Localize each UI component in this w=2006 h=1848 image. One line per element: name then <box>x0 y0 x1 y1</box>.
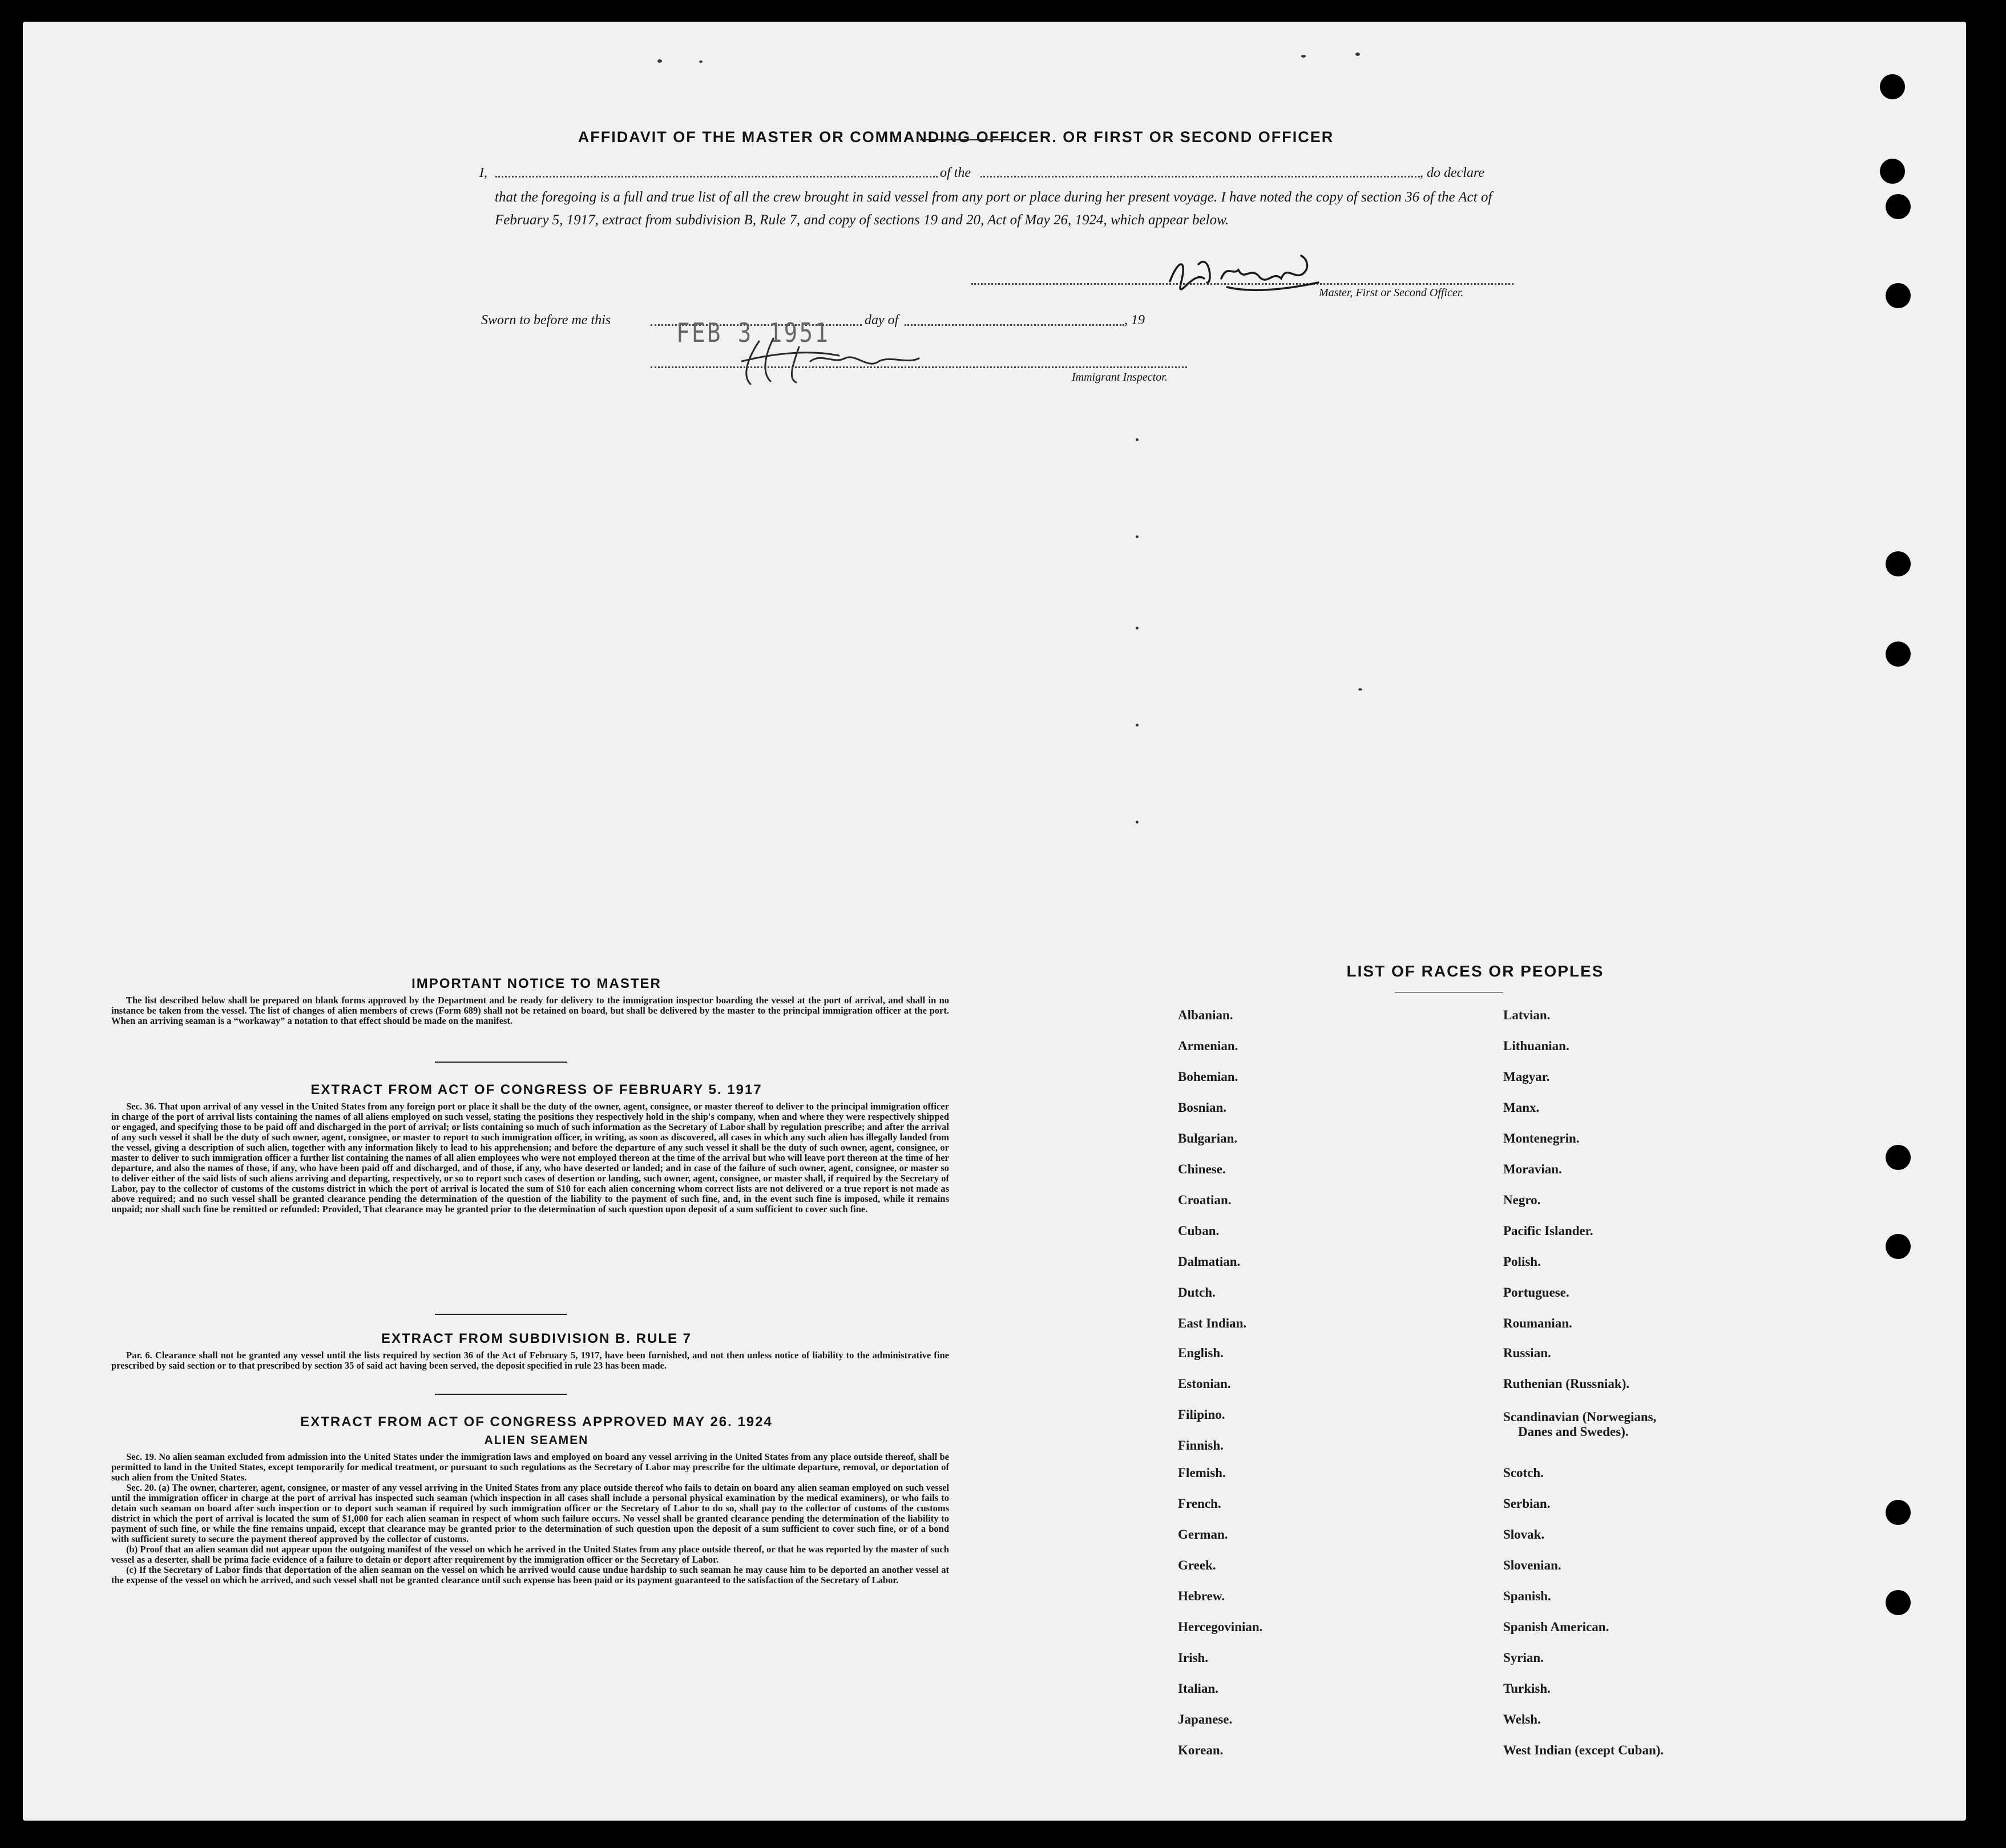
master-name-blank[interactable] <box>495 176 938 177</box>
race-item: Croatian. <box>1178 1193 1232 1207</box>
race-item: English. <box>1178 1346 1224 1360</box>
race-item: Spanish. <box>1503 1589 1551 1603</box>
section-rule <box>435 1062 567 1063</box>
race-item: Latvian. <box>1503 1008 1551 1022</box>
sec20a-paragraph: Sec. 20. (a) The owner, charterer, agent, consignee, or master of any vessel arriving in the United States from any place outside thereof who fails to detain on board any alien seaman employed on such vessel until the immigration officer in charge at the port of arrival has inspected such seaman (which inspection in all cases shall include a personal physical examination by the medical examiners), or who fails to detain such seaman on board after such inspection or to deport such seaman if required by such immigration officer or the Secretary of Labor to do so, shall pay to the collector of customs of the customs district in which the port of arrival is located the sum of $1,000 for each alien seaman in respect of whom such failure occurs. No vessel shall be granted clearance pending the determination of the liability to payment of such fine, or while the fine remains unpaid, except that clearance may be granted prior to the determination of such question upon the deposit of a sum sufficient to cover such fine, or of a bond with sufficient surety to secure the payment thereof approved by the collector of customs. <box>111 1482 949 1544</box>
race-item: Bosnian. <box>1178 1100 1227 1115</box>
master-caption: Master, First or Second Officer. <box>1319 287 1464 299</box>
inspector-signature-line[interactable] <box>651 366 1187 368</box>
race-item: Turkish. <box>1503 1681 1551 1696</box>
race-item: German. <box>1178 1527 1228 1542</box>
sworn-label: Sworn to before me this <box>481 313 611 328</box>
affidavit-title: AFFIDAVIT OF THE MASTER OR COMMANDING OFFICER. OR FIRST OR SECOND OFFICER <box>578 128 1334 146</box>
race-item: Finnish. <box>1178 1438 1224 1452</box>
sec36-paragraph: Sec. 36. That upon arrival of any vessel in the United States from any foreign port or place it shall be the duty of the owner, agent, consignee, or master thereof to deliver to the principal immigration officer in charge of the port of arrival lists containing the names of all aliens employed on such vessel, stating the positions they respectively hold in the ship's company, when and where they were respectively shipped or engaged, and specifying those to be paid off and discharged in the port of arrival; or lists containing so much of such information as the Secretary of Labor shall by regulation prescribe; and after the arrival of any such vessel it shall be the duty of such owner, agent, consignee, or master to report to such immigration officer, in writing, as soon as discovered, all cases in which any such alien has illegally landed from the vessel, giving a description of such alien, together with any information likely to lead to his apprehension; and before the departure of any such vessel it shall be the duty of such owner, agent, consignee, or master to deliver to such immigration officer a further list containing the names of all alien employees who were not employed thereon at the time of the arrival but who will leave port thereon at the time of her departure, and also the names of those, if any, who have been paid off and discharged, and of those, if any, who have deserted or landed; and in case of the failure of such owner, agent, consignee, or master so to deliver either of the said lists of such aliens arriving and departing, respectively, or so to report such cases of desertion or landing, such owner, agent, consignee, or master shall, if required by the Secretary of Labor, pay to the collector of customs of the customs district in which the port of arrival is located the sum of $10 for each alien concerning whom correct lists are not delivered or a true report is not made as above required; and no such vessel shall be granted clearance pending the determination of the question of the liability to the payment of such fine, and, in the event such fine is imposed, while it remains unpaid; nor shall such fine be remitted or refunded: Provided, That clearance may be granted prior to the determination of such question upon deposit of a sum sufficient to cover such fine. <box>111 1101 949 1214</box>
affidavit-of-label: of the <box>940 166 971 180</box>
inspector-signature <box>725 330 976 393</box>
year-prefix: , 19 <box>1124 313 1145 328</box>
race-item: Scotch. <box>1503 1466 1544 1480</box>
race-item: Japanese. <box>1178 1712 1233 1726</box>
alien-seamen-subtitle: ALIEN SEAMEN <box>484 1434 589 1447</box>
race-item: Chinese. <box>1178 1162 1226 1176</box>
form-sheet <box>23 22 1966 1821</box>
section-rule <box>435 1314 567 1315</box>
race-item: Slovenian. <box>1503 1558 1561 1572</box>
title-rule <box>920 139 1022 140</box>
race-item: Albanian. <box>1178 1008 1233 1022</box>
race-item: Hercegovinian. <box>1178 1620 1263 1634</box>
race-item: Moravian. <box>1503 1162 1562 1176</box>
section-rule <box>435 1394 567 1395</box>
punch-hole <box>1886 1234 1911 1259</box>
race-item: Magyar. <box>1503 1070 1550 1084</box>
race-item: Estonian. <box>1178 1377 1231 1391</box>
race-item: Filipino. <box>1178 1407 1225 1422</box>
race-item: Serbian. <box>1503 1496 1551 1511</box>
race-item: Korean. <box>1178 1743 1224 1757</box>
race-item: Dutch. <box>1178 1285 1216 1300</box>
extract-rule7-text <box>111 1350 949 1371</box>
race-item: Manx. <box>1503 1100 1540 1115</box>
race-item: Lithuanian. <box>1503 1039 1569 1053</box>
day-of-label: day of <box>865 313 899 328</box>
punch-hole <box>1886 641 1911 667</box>
race-item: Ruthenian (Russniak). <box>1503 1377 1630 1391</box>
extract-rule7-title: EXTRACT FROM SUBDIVISION B. RULE 7 <box>381 1331 692 1346</box>
race-item: Russian. <box>1503 1346 1551 1360</box>
race-item: West Indian (except Cuban). <box>1503 1743 1664 1757</box>
race-item: Dalmatian. <box>1178 1254 1241 1269</box>
extract-1924-title: EXTRACT FROM ACT OF CONGRESS APPROVED MAY 26. 1924 <box>300 1414 773 1430</box>
extract-1917-title: EXTRACT FROM ACT OF CONGRESS OF FEBRUARY 5. 1917 <box>310 1082 762 1097</box>
month-blank[interactable] <box>905 324 1124 326</box>
race-item: Montenegrin. <box>1503 1131 1580 1145</box>
race-item: Negro. <box>1503 1193 1541 1207</box>
race-item: Bulgarian. <box>1178 1131 1238 1145</box>
race-item: Slovak. <box>1503 1527 1545 1542</box>
date-stamp: FEB 3 1951 <box>676 317 830 348</box>
race-item: Italian. <box>1178 1681 1218 1696</box>
punch-hole <box>1886 1500 1911 1525</box>
race-item: Greek. <box>1178 1558 1216 1572</box>
notice-paragraph: The list described below shall be prepared on blank forms approved by the Department and be ready for delivery to the immigration inspector boarding the vessel at the port of arrival, and shall in no instance be taken from the vessel. The list of changes of alien members of crews (Form 689) shall not be retained on board, but shall be delivered by the master to the principal immigration officer at the port. When an arriving seaman is a “workaway” a notation to that effect should be made on the manifest. <box>111 995 949 1026</box>
race-item: Bohemian. <box>1178 1070 1238 1084</box>
punch-hole <box>1880 159 1905 184</box>
inspector-caption: Immigrant Inspector. <box>1072 371 1168 384</box>
par6-paragraph: Par. 6. Clearance shall not be granted any vessel until the lists required by section 36 of the Act of February 5, 1917, have been furnished, and not then unless notice of liability to the administrative fine prescribed by said section or to that prescribed by section 35 of said act having been served, the deposit specified in rule 23 has been made. <box>111 1350 949 1371</box>
punch-hole <box>1886 283 1911 308</box>
notice-title: IMPORTANT NOTICE TO MASTER <box>411 976 661 991</box>
race-item: Portuguese. <box>1503 1285 1569 1300</box>
extract-1917-text <box>111 1101 949 1214</box>
extract-1924-text <box>111 1452 949 1585</box>
race-item: Hebrew. <box>1178 1589 1225 1603</box>
affidavit-i-label: I, <box>479 166 487 180</box>
race-item: Cuban. <box>1178 1224 1220 1238</box>
race-item: Spanish American. <box>1503 1620 1609 1634</box>
race-item: Polish. <box>1503 1254 1541 1269</box>
sec19-paragraph: Sec. 19. No alien seaman excluded from admission into the United States under the immigration laws and employed on board any vessel arriving in the United States from any place outside thereof, shall be permitted to land in the United States, except temporarily for medical treatment, or pursuant to such regulations as the Secretary of Labor may prescribe for the ultimate departure, removal, or deportation of such alien from the United States. <box>111 1451 949 1483</box>
race-item: French. <box>1178 1496 1221 1511</box>
sec20b-paragraph: (b) Proof that an alien seaman did not appear upon the outgoing manifest of the vessel on which he arrived in the United States from any place outside thereof, or that he was reported by the master of such vessel as a deserter, shall be prima facie evidence of a failure to detain or deport after requirement by the immigration officer or the Secretary of Labor. <box>111 1544 949 1565</box>
races-title: LIST OF RACES OR PEOPLES <box>1346 962 1604 980</box>
affidavit-body: that the foregoing is a full and true list of all the crew brought in said vessel from any port or place during her present voyage. I have noted the copy of section 36 of the Act of February 5, 1917, extract from subdivision B, Rule 7, and copy of sections 19 and 20, Act of May 26, 1924, which appear below. <box>495 189 1492 228</box>
race-item: Roumanian. <box>1503 1316 1572 1330</box>
master-signature <box>1159 247 1330 298</box>
sec20c-paragraph: (c) If the Secretary of Labor finds that deportation of the alien seaman on the vessel on which he arrived would cause undue hardship to such seaman he may cause him to be deported an another vessel at the expense of the vessel on which he arrived, and such vessel shall not be granted clearance until such expense has been paid or its payment guaranteed to the satisfaction of the Secretary of Labor. <box>111 1564 949 1585</box>
notice-text <box>111 995 949 1026</box>
vessel-name-blank[interactable] <box>980 176 1420 177</box>
punch-hole <box>1886 1145 1911 1170</box>
race-item: Scandinavian (Norwegians, <box>1503 1410 1657 1424</box>
race-item: Armenian. <box>1178 1039 1238 1053</box>
punch-hole <box>1886 194 1911 219</box>
race-item: Flemish. <box>1178 1466 1226 1480</box>
race-item: Pacific Islander. <box>1503 1224 1593 1238</box>
punch-hole <box>1880 74 1905 99</box>
race-item: Welsh. <box>1503 1712 1541 1726</box>
race-item: Irish. <box>1178 1651 1209 1665</box>
race-item: Danes and Swedes). <box>1518 1425 1629 1439</box>
race-item: East Indian. <box>1178 1316 1247 1330</box>
punch-hole <box>1886 1590 1911 1615</box>
race-item: Syrian. <box>1503 1651 1544 1665</box>
affidavit-declare-label: , do declare <box>1420 166 1485 180</box>
punch-hole <box>1886 551 1911 576</box>
